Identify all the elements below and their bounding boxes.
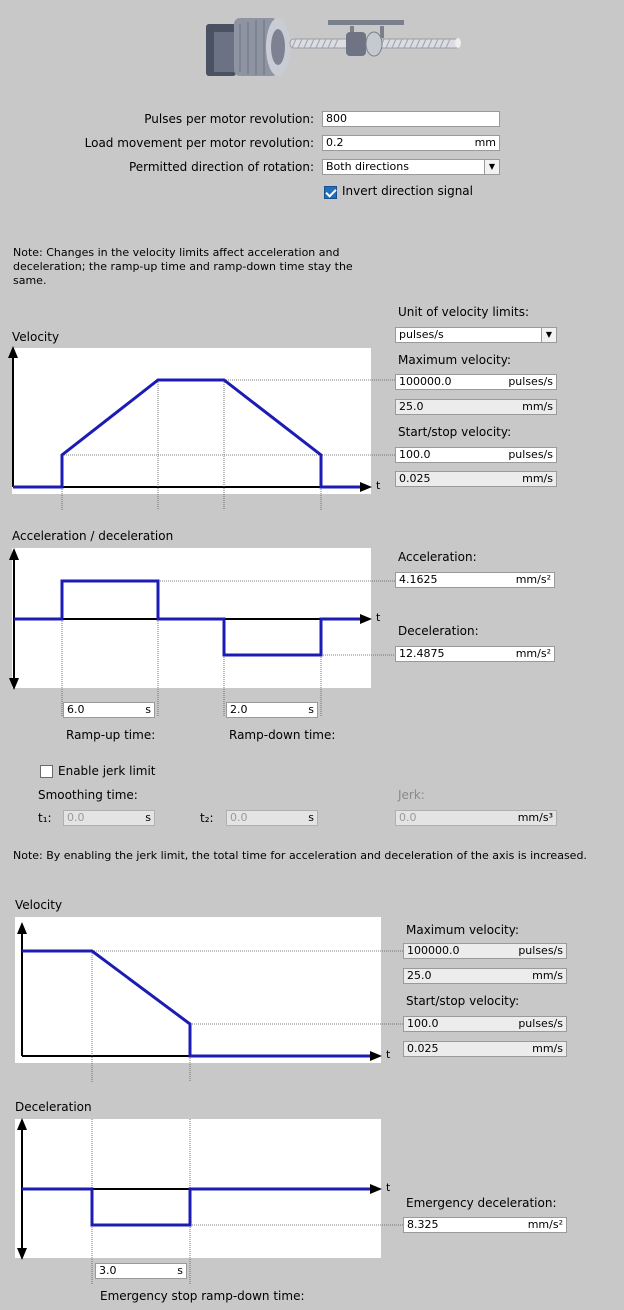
startstop-velocity-value: 100.0 [399, 448, 431, 461]
chevron-down-icon[interactable]: ▼ [541, 328, 556, 342]
load-unit: mm [474, 136, 496, 149]
deceleration-value: 12.4875 [399, 647, 445, 660]
emergency-startstop-velocity-mm-unit: mm/s [532, 1042, 563, 1055]
startstop-velocity-mm-unit: mm/s [522, 472, 553, 485]
emergency-velocity-t-label: t [386, 1048, 391, 1061]
deceleration-label: Deceleration: [398, 624, 479, 638]
max-velocity-value: 100000.0 [399, 375, 452, 388]
emergency-ramp-time-unit: s [177, 1264, 183, 1277]
emergency-velocity-chart-title: Velocity [15, 898, 63, 912]
emergency-decel-t-label: t [386, 1181, 391, 1194]
load-label: Load movement per motor revolution: [84, 136, 314, 150]
load-value: 0.2 [326, 136, 344, 149]
smoothing-time-label: Smoothing time: [38, 788, 138, 802]
max-velocity-mm-unit: mm/s [522, 400, 553, 413]
startstop-velocity-mm-value: 0.025 [399, 472, 431, 485]
enable-jerk-label: Enable jerk limit [58, 764, 156, 778]
emergency-deceleration-input[interactable] [403, 1217, 567, 1233]
emergency-decel-curve [22, 1189, 370, 1225]
direction-value: Both directions [326, 160, 409, 173]
chevron-down-icon[interactable]: ▼ [484, 160, 499, 174]
max-velocity-label: Maximum velocity: [398, 353, 512, 367]
emergency-deceleration-value: 8.325 [407, 1218, 439, 1231]
emergency-max-velocity-mm-value: 25.0 [407, 969, 432, 982]
emergency-decel-x-arrow [370, 1184, 382, 1194]
jerk-limit-note: Note: By enabling the jerk limit, the total time for acceleration and deceleration of the axis is increased. [13, 849, 587, 862]
t2-label: t₂: [200, 811, 214, 825]
t1-label: t₁: [38, 811, 52, 825]
emergency-max-velocity-value: 100000.0 [407, 944, 460, 957]
rampdown-time-label: Ramp-down time: [229, 728, 336, 742]
velocity-limits-note: Note: Changes in the velocity limits affect acceleration and deceleration; the ramp-up time and ramp-down time stay the same. [13, 246, 353, 287]
acceleration-label: Acceleration: [398, 550, 477, 564]
startstop-velocity-unit: pulses/s [508, 448, 553, 461]
emergency-ramp-time-value: 3.0 [99, 1264, 117, 1277]
accel-t-label: t [376, 611, 381, 624]
velocity-unit-value: pulses/s [399, 328, 444, 341]
emergency-startstop-velocity-label: Start/stop velocity: [406, 994, 520, 1008]
emergency-decel-y-arrow-up [17, 1118, 27, 1130]
jerk-value: 0.0 [399, 811, 417, 824]
acceleration-unit: mm/s² [515, 573, 551, 586]
t2-value: 0.0 [230, 811, 248, 824]
pulses-label: Pulses per motor revolution: [144, 112, 314, 126]
emergency-deceleration-unit: mm/s² [527, 1218, 563, 1231]
t1-value: 0.0 [67, 811, 85, 824]
rampup-time-value: 6.0 [67, 703, 85, 716]
acceleration-value: 4.1625 [399, 573, 438, 586]
accel-chart-title: Acceleration / deceleration [12, 529, 174, 543]
rampup-time-unit: s [145, 703, 151, 716]
velocity-chart-title: Velocity [12, 330, 60, 344]
direction-label: Permitted direction of rotation: [128, 160, 314, 174]
emergency-startstop-velocity-unit: pulses/s [518, 1017, 563, 1030]
invert-direction-label: Invert direction signal [342, 184, 473, 198]
rampdown-time-value: 2.0 [230, 703, 248, 716]
emergency-decel-chart-title: Deceleration [15, 1100, 92, 1114]
max-velocity-unit: pulses/s [508, 375, 553, 388]
t2-unit: s [308, 811, 314, 824]
jerk-unit: mm/s³ [517, 811, 553, 824]
emergency-startstop-velocity-mm-value: 0.025 [407, 1042, 439, 1055]
emergency-decel-y-arrow-down [17, 1248, 27, 1260]
rampup-time-label: Ramp-up time: [66, 728, 156, 742]
rampdown-time-unit: s [308, 703, 314, 716]
startstop-velocity-label: Start/stop velocity: [398, 425, 512, 439]
max-velocity-mm-value: 25.0 [399, 400, 424, 413]
velocity-t-label: t [376, 479, 381, 492]
t1-unit: s [145, 811, 151, 824]
jerk-label: Jerk: [398, 788, 425, 802]
deceleration-unit: mm/s² [515, 647, 551, 660]
emergency-startstop-velocity-value: 100.0 [407, 1017, 439, 1030]
velocity-unit-label: Unit of velocity limits: [398, 305, 530, 319]
emergency-max-velocity-mm-unit: mm/s [532, 969, 563, 982]
emergency-ramp-time-input[interactable] [95, 1263, 187, 1279]
emergency-max-velocity-unit: pulses/s [518, 944, 563, 957]
pulses-value: 800 [326, 112, 347, 125]
emergency-max-velocity-label: Maximum velocity: [406, 923, 520, 937]
emergency-deceleration-label: Emergency deceleration: [406, 1196, 557, 1210]
emergency-ramp-time-label: Emergency stop ramp-down time: [100, 1289, 305, 1303]
